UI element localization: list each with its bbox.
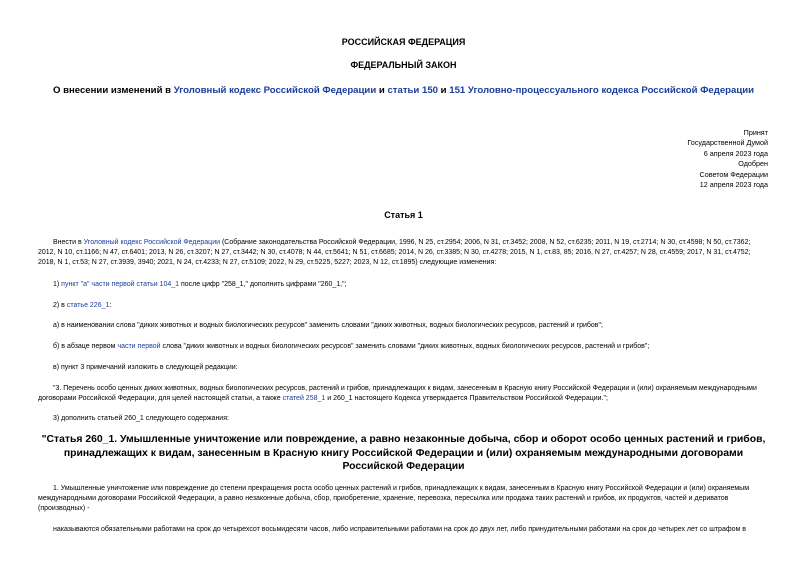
item-text: после цифр "258_1," дополнить цифрами "260_1,"; xyxy=(179,281,347,288)
article-104-1-link[interactable]: пункт "а" части первой статьи 104_1 xyxy=(61,281,180,288)
law-title-text: О внесении изменений в xyxy=(52,85,174,96)
intro-text: (Собрание законодательства Российской Федерации, 1996, N 25, ст.2954; 2006, N 31, ст.3452; 2008, N 52, ст.6235; 2011, N 19, ст.2714; N 30, ст.4598; N 50, ст.7362; 2012, N 10, ст.1166; N 47, ст.6401; 2013, N 26, ст.3207; N 27, ст.3442; N 30, ст.4078; N 44, ст.5641; N 51, ст.6685; 2014, N 26, ст.3385; N 30, ст.4278; 2015, N 1, ст.83, 85; 2016, N 27, ст.4257; N 28, ст.4559; 2017, N 31, ст.4752; 2018, N 1, ст.53; N 27, ст.3939, 3940; 2021, N 24, ст.4233; N 27, ст.5109; 2022, N 29, ст.5225, 5227; 2023, N 12, ст.1895) следующие изменения: xyxy=(38,239,751,266)
note-text: "3. Перечень особо ценных диких животных, водных биологических ресурсов, растений и грибов, принадлежащих к видам, занесенным в Красную книгу Российской Федерации и (или) охраняемым международными договорами Российской Федерации, для целей настоящей статьи, а также xyxy=(38,385,757,402)
article-150-link[interactable]: статьи 150 xyxy=(387,85,438,96)
law-title-text: и xyxy=(376,85,388,96)
article-260-1-heading: "Статья 260_1. Умышленные уничтожение или повреждение, а равно незаконные добыча, сбор и оборот особо ценных растений и грибов, принадлежащих к видам, занесенным в Красную книгу Российской Федерации и (или) охраняемым международными договорами Российской Федерации xyxy=(41,434,766,472)
item-2b xyxy=(38,342,768,352)
item-text: 1) xyxy=(53,281,62,288)
intro-text: Внести в xyxy=(53,239,84,246)
adoption-line: 6 апреля 2023 года xyxy=(703,148,768,158)
part-one-link[interactable]: части первой xyxy=(117,343,161,350)
note-3 xyxy=(38,384,768,404)
adoption-line: Принят xyxy=(743,128,768,137)
article-1-heading: Статья 1 xyxy=(384,210,423,220)
law-title-text: и xyxy=(438,85,450,96)
criminal-code-link[interactable]: Уголовный кодекс Российской Федерации xyxy=(173,85,377,96)
article-151-link[interactable]: 151 Уголовно-процессуального кодекса Российской Федерации xyxy=(449,85,755,96)
item-3: 3) дополнить статьей 260_1 следующего содержания: xyxy=(53,415,229,422)
article-260-1-penalty: наказываются обязательными работами на срок до четырехсот восьмидесяти часов, либо исправительными работами на срок до двух лет, либо принудительными работами на срок до четырех лет со штрафом в xyxy=(53,526,746,533)
article-258-1-link[interactable]: статей 258_1 xyxy=(282,395,326,402)
adoption-line: Советом Федерации xyxy=(699,169,768,179)
article-226-1-link[interactable]: статье 226_1 xyxy=(66,302,110,309)
article-1-intro xyxy=(38,238,768,268)
item-2a: а) в наименовании слова "диких животных и водных биологических ресурсов" заменить словами "диких животных, водных биологических ресурсов, растений и грибов"; xyxy=(53,322,603,329)
item-2c: в) пункт 3 примечаний изложить в следующей редакции: xyxy=(53,364,238,371)
item-text: б) в абзаце первом xyxy=(53,343,118,350)
item-text: : xyxy=(109,302,112,309)
note-text: и 260_1 настоящего Кодекса утверждается Правительством Российской Федерации."; xyxy=(325,395,608,402)
law-title xyxy=(0,84,807,97)
criminal-code-link[interactable]: Уголовный кодекс Российской Федерации xyxy=(83,239,221,246)
adoption-block xyxy=(687,128,768,190)
law-type-heading: ФЕДЕРАЛЬНЫЙ ЗАКОН xyxy=(350,60,457,70)
article-260-1-part-1: 1. Умышленные уничтожение или повреждение до степени прекращения роста особо ценных растений и грибов, принадлежащих к видам, занесенным в Красную книгу Российской Федерации и (или) охраняемым международными договорами Российской Федерации, а равно незаконные добыча, сбор, приобретение, хранение, перевозка, пересылка или продажа таких растений и грибов, их продуктов, частей и дериватов (производных) - xyxy=(38,485,750,512)
item-text: 2) в xyxy=(53,302,67,309)
adoption-line: Одобрен xyxy=(738,159,768,169)
adoption-line: 12 апреля 2023 года xyxy=(699,180,768,190)
item-1 xyxy=(38,280,768,290)
item-2 xyxy=(38,301,768,311)
adoption-line: Государственной Думой xyxy=(687,138,768,148)
item-text: слова "диких животных и водных биологических ресурсов" заменить словами "диких животных, водных биологических ресурсов, растений и грибов"; xyxy=(160,343,650,350)
country-heading: РОССИЙСКАЯ ФЕДЕРАЦИЯ xyxy=(341,37,466,47)
